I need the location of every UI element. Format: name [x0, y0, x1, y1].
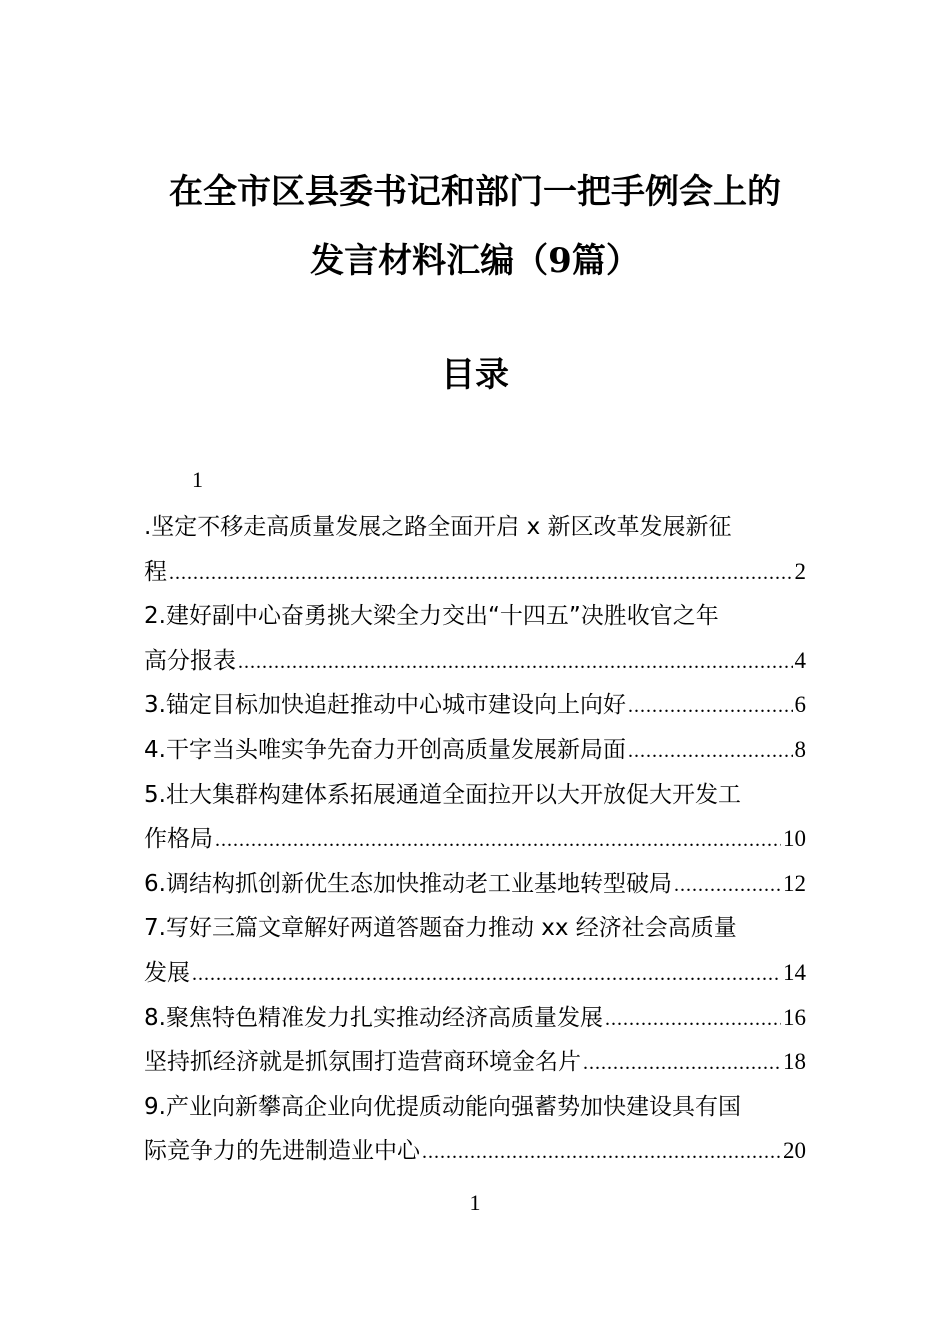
dot-leader	[605, 997, 781, 1042]
toc-entry-page: 10	[783, 826, 806, 852]
document-title-line-1: 在全市区县委书记和部门一把手例会上的	[169, 172, 781, 212]
toc-entry[interactable]	[144, 1085, 806, 1174]
toc-entry-title: .坚定不移走高质量发展之路全面开启 x 新区改革发展新征	[144, 514, 732, 540]
toc-entry-title: 6.调结构抓创新优生态加快推动老工业基地转型破局	[144, 870, 672, 897]
dot-leader	[628, 729, 793, 774]
toc-entry[interactable]	[144, 1040, 806, 1085]
toc-entry[interactable]	[144, 505, 806, 594]
toc-entry-title: 坚持抓经济就是抓氛围打造营商环境金名片	[144, 1049, 581, 1076]
toc-entry-title-continued: 作格局	[144, 826, 213, 853]
toc-entry-title: 3.锚定目标加快追赶推动中心城市建设向上向好	[144, 692, 626, 719]
toc-entry-page: 4	[794, 647, 806, 673]
table-of-contents	[144, 505, 806, 1174]
dot-leader	[628, 684, 793, 729]
toc-entry[interactable]	[144, 594, 806, 683]
page-number: 1	[469, 1190, 481, 1215]
toc-entry-page: 12	[783, 870, 806, 896]
document-title-line-2: 发言材料汇编（9篇）	[310, 241, 640, 281]
toc-entry[interactable]	[144, 683, 806, 728]
toc-entry[interactable]	[144, 996, 806, 1041]
toc-entry-title: 5.壮大集群构建体系拓展通道全面拉开以大开放促大开发工	[144, 781, 741, 808]
toc-entry-title-continued: 程	[144, 558, 167, 585]
toc-entry[interactable]	[144, 862, 806, 907]
toc-entry-title-continued: 际竞争力的先进制造业中心	[144, 1138, 420, 1165]
toc-entry-title: 9.产业向新攀高企业向优提质动能向强蓄势加快建设具有国	[144, 1093, 741, 1120]
dot-leader	[674, 863, 781, 908]
toc-entry-title-continued: 发展	[144, 959, 190, 986]
dot-leader	[192, 952, 781, 997]
toc-entry-page: 8	[794, 736, 806, 762]
dot-leader	[238, 640, 793, 685]
toc-entry[interactable]	[144, 906, 806, 995]
toc-lead-number: 1	[192, 467, 203, 492]
dot-leader	[215, 818, 781, 863]
toc-entry-page: 14	[783, 959, 806, 985]
dot-leader	[422, 1130, 781, 1175]
dot-leader	[169, 551, 793, 596]
toc-entry-title: 2.建好副中心奋勇挑大梁全力交出“十四五”决胜收官之年	[144, 603, 719, 630]
toc-entry-title: 8.聚焦特色精准发力扎实推动经济高质量发展	[144, 1004, 603, 1031]
toc-entry[interactable]	[144, 773, 806, 862]
toc-entry-title: 4.干字当头唯实争先奋力开创高质量发展新局面	[144, 736, 626, 763]
toc-entry[interactable]	[144, 728, 806, 773]
toc-entry-title: 7.写好三篇文章解好两道答题奋力推动 xx 经济社会高质量	[144, 915, 737, 942]
toc-entry-title-continued: 高分报表	[144, 647, 236, 674]
dot-leader	[583, 1041, 781, 1086]
toc-entry-page: 20	[783, 1138, 806, 1164]
toc-entry-page: 16	[783, 1004, 806, 1030]
toc-entry-page: 18	[783, 1049, 806, 1075]
toc-heading: 目录	[441, 355, 509, 395]
toc-entry-page: 6	[794, 692, 806, 718]
toc-entry-page: 2	[794, 558, 806, 584]
